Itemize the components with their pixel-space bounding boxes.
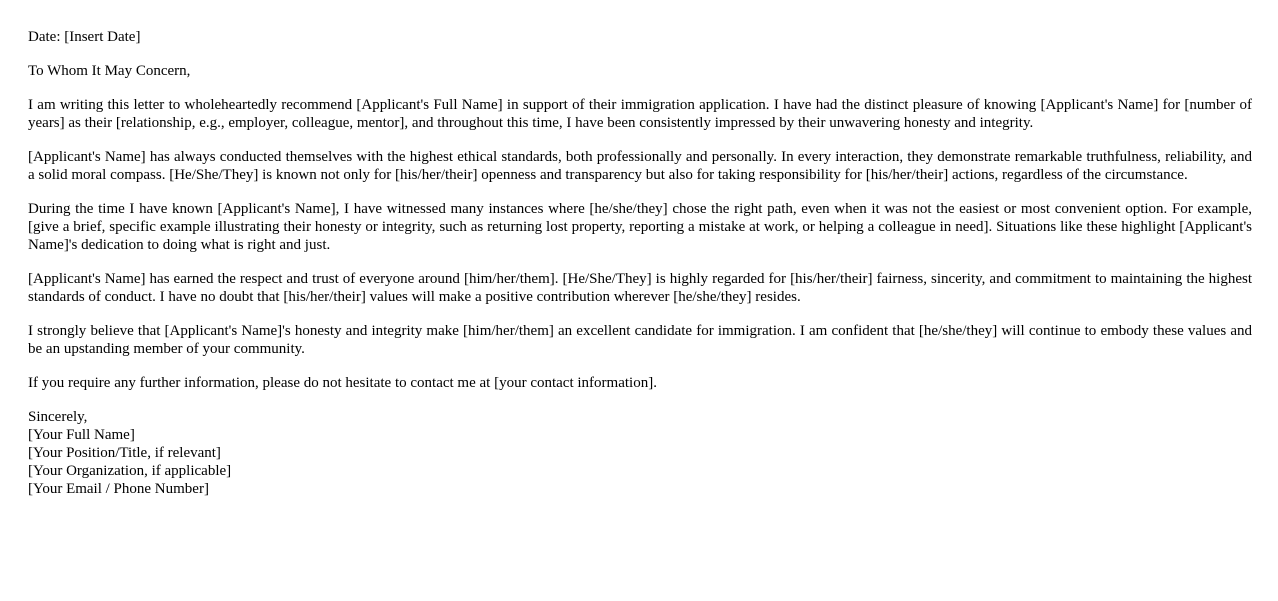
recommendation-letter — [28, 28, 1252, 498]
closing: Sincerely, — [28, 409, 88, 425]
body-paragraph-contact: If you require any further information, please do not hesitate to contact me at [your contact information]. — [28, 375, 657, 391]
signer-organization: [Your Organization, if applicable] — [28, 463, 232, 479]
salutation: To Whom It May Concern, — [28, 63, 191, 79]
date-line: Date: [Insert Date] — [28, 29, 141, 45]
body-paragraph-conclusion: I strongly believe that [Applicant's Name]'s honesty and integrity make [him/her/them] an excellent candidate for immigration. I am confident that [he/she/they] will continue to embody these values and be an upstanding member of your community. — [28, 323, 1252, 357]
body-paragraph-example: During the time I have known [Applicant's Name], I have witnessed many instances where [he/she/they] chose the right path, even when it was not the easiest or most convenient option. For example, [give a brief, specific example illustrating their honesty or integrity, such as returning lost property, reporting a mistake at work, or helping a colleague in need]. Situations like these highlight [Applicant's Name]'s dedication to doing what is right and just. — [28, 201, 1252, 253]
body-paragraph-ethics: [Applicant's Name] has always conducted themselves with the highest ethical standards, both professionally and personally. In every interaction, they demonstrate remarkable truthfulness, reliability, and a solid moral compass. [He/She/They] is known not only for [his/her/their] openness and transparency but also for taking responsibility for [his/her/their] actions, regardless of the circumstance. — [28, 149, 1252, 183]
signer-title: [Your Position/Title, if relevant] — [28, 445, 221, 461]
signer-name: [Your Full Name] — [28, 427, 135, 443]
body-paragraph-introduction: I am writing this letter to wholeheartedly recommend [Applicant's Full Name] in support of their immigration application. I have had the distinct pleasure of knowing [Applicant's Name] for [number of years] as their [relationship, e.g., employer, colleague, mentor], and throughout this time, I have been consistently impressed by their unwavering honesty and integrity. — [28, 97, 1252, 131]
body-paragraph-reputation: [Applicant's Name] has earned the respect and trust of everyone around [him/her/them]. [He/She/They] is highly regarded for [his/her/their] fairness, sincerity, and commitment to maintaining the highest standards of conduct. I have no doubt that [his/her/their] values will make a positive contribution wherever [he/she/they] resides. — [28, 271, 1252, 305]
signature-block — [28, 408, 1252, 498]
signer-contact: [Your Email / Phone Number] — [28, 481, 209, 497]
